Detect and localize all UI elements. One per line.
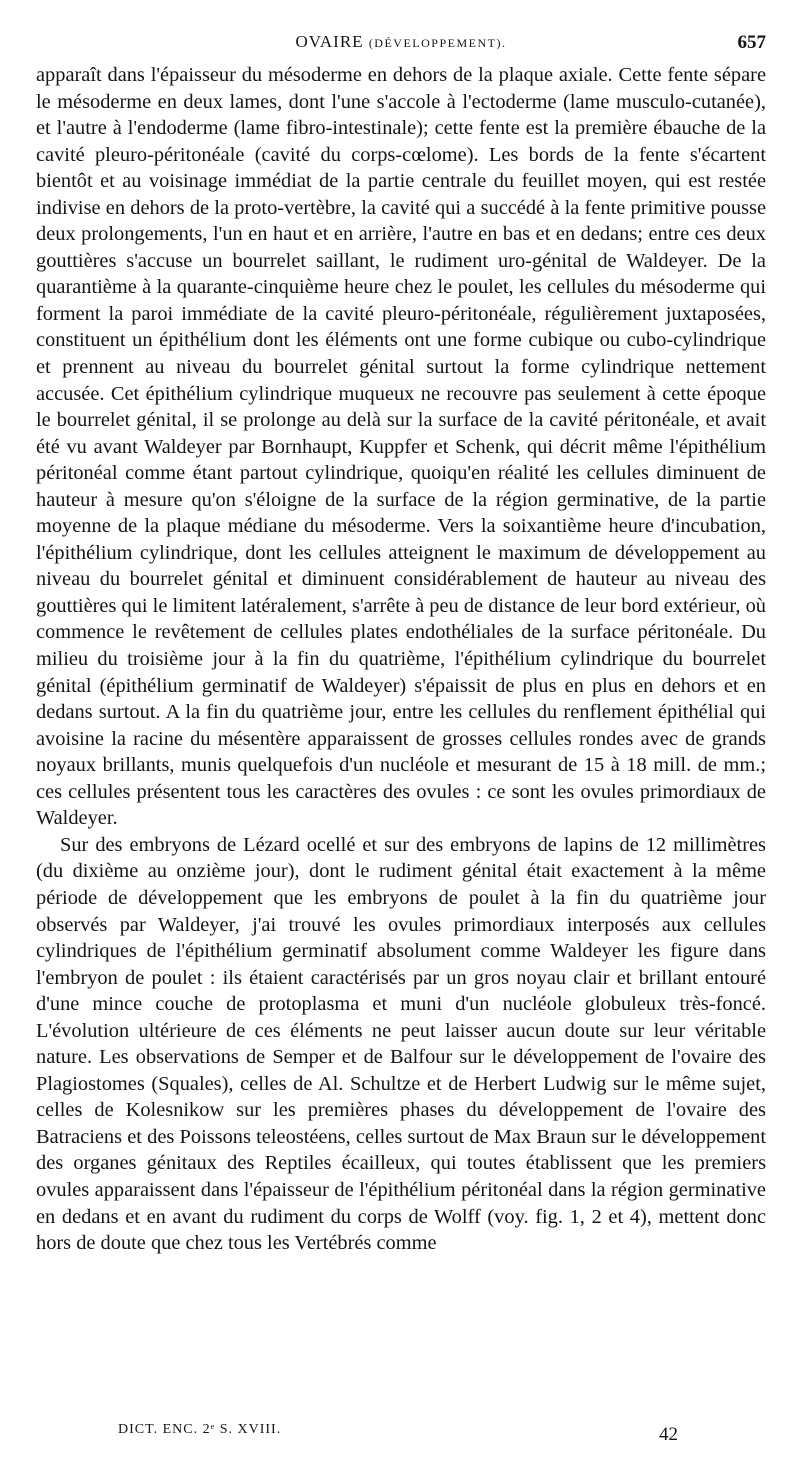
running-header bbox=[36, 32, 766, 56]
running-title bbox=[36, 32, 766, 52]
body-text bbox=[36, 62, 766, 1257]
header-subtitle: (DÉVELOPPEMENT). bbox=[368, 36, 507, 50]
header-title: OVAIRE bbox=[295, 32, 364, 51]
paragraph-2: Sur des embryons de Lézard ocellé et sur des embryons de lapins de 12 millimètres (du dixième au onzième jour), dont le rudiment génital était exactement à la même période de développement que les embryons de poulet à la fin du quatrième jour observés par Waldeyer, j'ai trouvé les ovules primordiaux interposés aux cellules cylindriques de l'épithélium germinatif absolument comme Waldeyer les figure dans l'embryon de poulet : ils étaient caractérisés par un gros noyau clair et brillant entouré d'une mince couche de protoplasma et muni d'un nucléole globuleux très-foncé. L'évolution ultérieure de ces éléments ne peut laisser aucun doute sur leur véritable nature. Les observations de Semper et de Balfour sur le développement de l'ovaire des Plagiostomes (Squales), celles de Al. Schultze et de Herbert Ludwig sur le même sujet, celles de Kolesnikow sur les premières phases du développement de l'ovaire des Batraciens et des Poissons teleostéens, celles surtout de Max Braun sur le développement des organes génitaux des Reptiles écailleux, qui toutes établissent que les premiers ovules apparaissent dans l'épaisseur de l'épithélium péritonéal dans la région germinative en dedans et en avant du rudiment du corps de Wolff (voy. fig. 1, 2 et 4), mettent donc hors de doute que chez tous les Vertébrés comme bbox=[36, 833, 766, 1255]
page-footer bbox=[118, 1422, 678, 1452]
sheet-number: 42 bbox=[659, 1424, 678, 1445]
printer-signature: DICT. ENC. 2ᵉ S. XVIII. bbox=[118, 1422, 282, 1437]
page-number: 657 bbox=[737, 32, 766, 53]
paragraph-1: apparaît dans l'épaisseur du mésoderme en dehors de la plaque axiale. Cette fente sépare le mésoderme en deux lames, dont l'une s'accole à l'ectoderme (lame musculo-cutanée), et l'autre à l'endoderme (lame fibro-intestinale); cette fente est la première ébauche de la cavité pleuro-péritonéale (cavité du corps-cœlome). Les bords de la fente s'écartent bientôt et au voisinage immédiat de la partie centrale du feuillet moyen, qui est restée indivise en dehors de la proto-vertèbre, la cavité qui a succédé à la fente primitive pousse deux prolongements, l'un en haut et en arrière, l'autre en bas et en dedans; entre ces deux gouttières s'accuse un bourrelet saillant, le rudiment uro-génital de Waldeyer. De la quarantième à la quarante-cinquième heure chez le poulet, les cellules du mésoderme qui forment la paroi immédiate de la cavité pleuro-péritonéale, régulièrement juxtaposées, constituent un épithélium dont les éléments ont une forme cubique ou cubo-cylindrique et prennent au niveau du bourrelet génital surtout la forme cylindrique nettement accusée. Cet épithélium cylindrique muqueux ne recouvre pas seulement à cette époque le bourrelet génital, il se prolonge au delà sur la surface de la cavité péritonéale, et avait été vu avant Waldeyer par Bornhaupt, Kuppfer et Schenk, qui décrit même l'épithélium péritonéal comme étant partout cylindrique, quoiqu'en réalité les cellules diminuent de hauteur à mesure qu'on s'éloigne de la surface de la région germinative, de la partie moyenne de la plaque médiane du mésoderme. Vers la soixantième heure d'incubation, l'épithélium cylindrique, dont les cellules atteignent le maximum de développement au niveau du bourrelet génital et diminuent considérablement de hauteur au niveau des gouttières qui le limitent latéralement, s'arrête à peu de distance de leur bord extérieur, où commence le revêtement de cellules plates endothéliales de la surface péritonéale. Du milieu du troisième jour à la fin du quatrième, l'épithélium cylindrique du bourrelet génital (épithélium germinatif de Waldeyer) s'épaissit de plus en plus en dehors et en dedans surtout. A la fin du quatrième jour, entre les cellules du renflement épithélial qui avoisine la racine du mésentère apparaissent de grosses cellules rondes avec de grands noyaux brillants, munis quelquefois d'un nucléole et mesurant de 15 à 18 mill. de mm.; ces cellules présentent tous les caractères des ovules : ce sont les ovules primordiaux de Waldeyer. bbox=[36, 64, 766, 830]
